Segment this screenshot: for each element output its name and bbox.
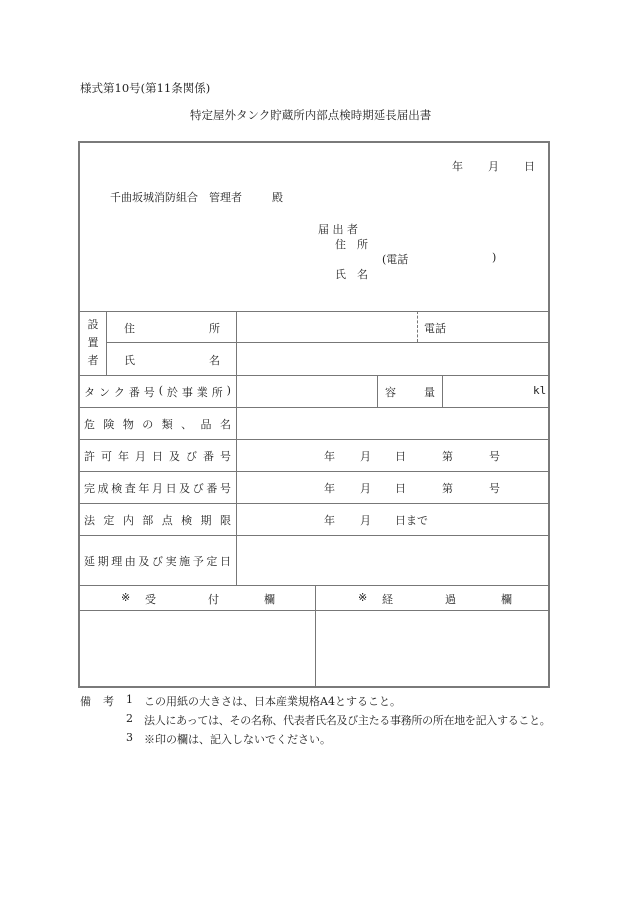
date-day: 日 (524, 160, 535, 173)
installer-address-field[interactable] (237, 312, 416, 342)
permit-label: 許 可 年 月 日 及 び 番 号 (84, 450, 231, 463)
capacity-label: 容 量 (385, 386, 435, 399)
permit-year: 年 (324, 450, 335, 463)
note-1-text: この用紙の大きさは、日本産業規格A4とすること。 (144, 695, 401, 708)
permit-no: 第 (442, 450, 453, 463)
installer-group-label: 設 置 者 (87, 318, 99, 367)
completion-year: 年 (324, 482, 335, 495)
applicant-phone-open: (電話 (382, 253, 409, 266)
note-3-text: ※印の欄は、記入しないでください。 (144, 733, 331, 746)
tank-number-field[interactable] (237, 376, 376, 407)
hazmat-label: 危 険 物 の 類 、 品 名 (84, 418, 231, 431)
capacity-unit: kl (533, 384, 547, 397)
honorific: 殿 (272, 191, 283, 204)
installer-phone-field[interactable] (450, 312, 549, 342)
completion-no: 第 (442, 482, 453, 495)
reason-field[interactable] (237, 536, 549, 585)
reason-label: 延 期 理 由 及 び 実 施 予 定 日 (84, 555, 231, 568)
notes-heading-1: 備 (80, 695, 91, 708)
installer-name-field[interactable] (237, 343, 549, 375)
applicant-address-label-1: 住 (335, 238, 346, 251)
note-1-num: 1 (126, 693, 133, 706)
tank-number-label: タ ン ク 番 号 ( 於 事 業 所 ) (84, 384, 231, 399)
permit-month: 月 (360, 450, 371, 463)
applicant-name-label-2: 名 (357, 268, 368, 281)
completion-go: 号 (489, 482, 500, 495)
form-title: 特定屋外タンク貯蔵所内部点検時期延長届出書 (190, 108, 432, 122)
hazmat-field[interactable] (237, 408, 549, 439)
completion-month: 月 (360, 482, 371, 495)
installer-phone-label: 電話 (424, 322, 446, 335)
completion-day: 日 (395, 482, 406, 495)
permit-day: 日 (395, 450, 406, 463)
deadline-label: 法 定 内 部 点 検 期 限 (84, 514, 231, 527)
installer-name-label: 氏 名 (124, 354, 220, 367)
form-number: 様式第10号(第11条関係) (80, 81, 211, 95)
deadline-year: 年 (324, 514, 335, 527)
applicant-address-label-2: 所 (357, 238, 368, 251)
date-year: 年 (452, 160, 463, 173)
installer-address-label: 住 所 (124, 322, 220, 335)
note-3-num: 3 (126, 731, 133, 744)
addressee: 千曲坂城消防組合 管理者 (110, 191, 242, 204)
reception-area (79, 611, 315, 688)
note-2-text: 法人にあっては、その名称、代表者氏名及び主たる事務所の所在地を記入すること。 (144, 714, 551, 727)
deadline-day: 日まで (395, 514, 428, 527)
notes-heading-2: 考 (103, 695, 114, 708)
note-2-num: 2 (126, 712, 133, 725)
applicant-label: 届 出 者 (318, 223, 358, 236)
date-month: 月 (488, 160, 499, 173)
permit-go: 号 (489, 450, 500, 463)
completion-label: 完 成 検 査 年 月 日 及 び 番 号 (84, 482, 231, 495)
progress-area (316, 611, 550, 688)
applicant-phone-close: ) (492, 251, 497, 264)
deadline-month: 月 (360, 514, 371, 527)
applicant-name-label-1: 氏 (335, 268, 346, 281)
